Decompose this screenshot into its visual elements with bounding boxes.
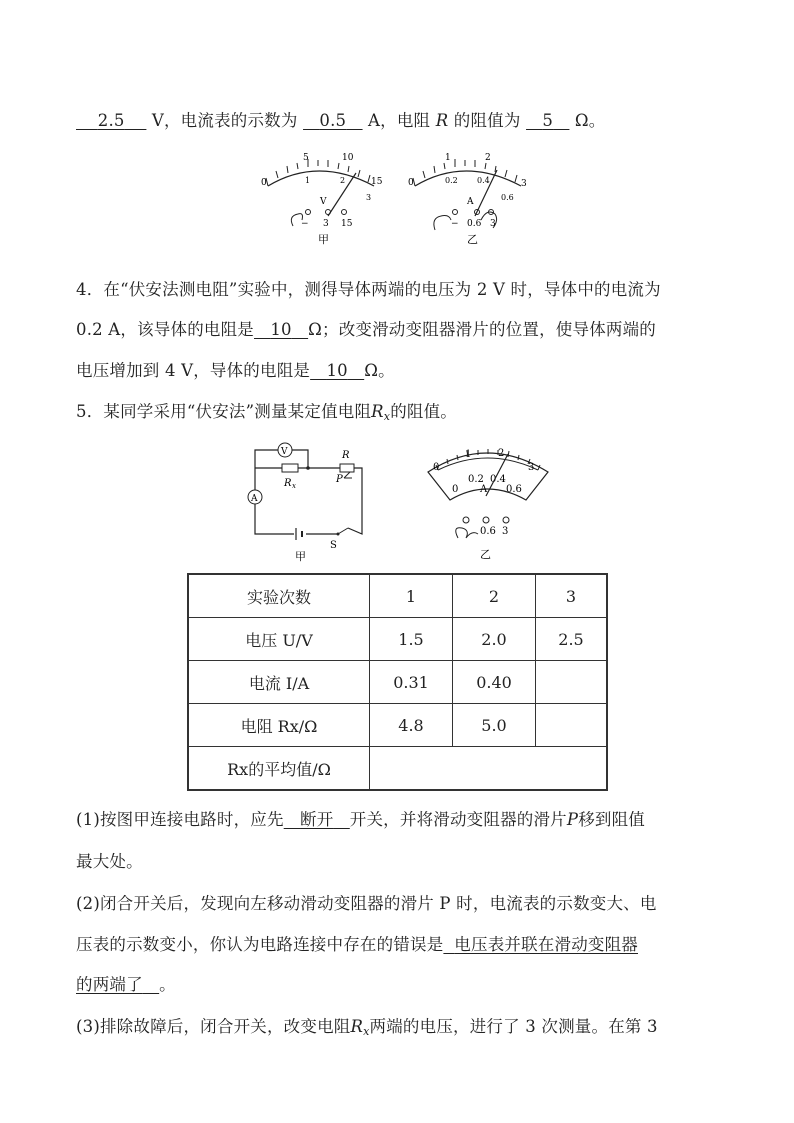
- svg-text:A: A: [467, 197, 474, 207]
- answer-blank-q4-2: 10: [326, 361, 348, 380]
- resistor-icon: [282, 464, 298, 472]
- table-row: 实验次数 1 2 3: [188, 574, 607, 618]
- svg-text:1: 1: [465, 449, 472, 460]
- q4-line-1: 4．在“伏安法测电阻”实验中，测得导体两端的电压为 2 V 时，导体中的电流为: [76, 280, 661, 299]
- part2-line-2: 压表的示数变小，你认为电路连接中存在的错误是 电压表并联在滑动变阻器: [76, 935, 638, 954]
- part1-line-2: 最大处。: [76, 852, 143, 871]
- svg-text:3: 3: [490, 219, 496, 229]
- table-row: 电压 U/V 1.5 2.0 2.5: [188, 618, 607, 661]
- svg-text:乙: 乙: [480, 548, 491, 561]
- svg-text:2: 2: [485, 153, 491, 163]
- answer-blank-voltage: 2.5: [97, 111, 125, 130]
- svg-text:V: V: [281, 447, 288, 457]
- svg-text:10: 10: [342, 153, 354, 163]
- svg-text:P: P: [336, 474, 343, 485]
- svg-text:0: 0: [452, 484, 459, 495]
- svg-text:0.6: 0.6: [467, 219, 482, 229]
- svg-text:V: V: [320, 197, 327, 207]
- svg-text:0.4: 0.4: [490, 474, 506, 485]
- svg-text:5: 5: [303, 153, 309, 163]
- svg-text:甲: 甲: [295, 550, 306, 563]
- svg-text:R: R: [284, 478, 292, 489]
- svg-text:x: x: [292, 482, 296, 490]
- circuit-diagram: [240, 436, 370, 564]
- svg-text:15: 15: [341, 219, 353, 229]
- svg-text:0: 0: [261, 178, 267, 188]
- svg-text:A: A: [480, 484, 488, 495]
- q5-stem: 5．某同学采用“伏安法”测量某定值电阻$R_x$的阻值。: [76, 402, 458, 423]
- svg-text:0.6: 0.6: [506, 484, 522, 495]
- svg-text:0.2: 0.2: [468, 474, 484, 485]
- svg-text:2: 2: [340, 176, 346, 185]
- answer-blank-current: 0.5: [319, 111, 347, 130]
- svg-text:3: 3: [521, 179, 527, 189]
- ammeter-figure: [405, 148, 535, 248]
- svg-text:S: S: [330, 540, 337, 551]
- svg-text:3: 3: [323, 219, 329, 229]
- svg-text:3: 3: [528, 462, 535, 473]
- svg-text:1: 1: [445, 153, 451, 163]
- svg-text:0: 0: [408, 178, 414, 188]
- part3-line-1: (3)排除故障后，闭合开关，改变电阻$R_x$两端的电压，进行了 3 次测量。在第 3: [76, 1017, 658, 1038]
- switch-icon: [338, 528, 348, 534]
- svg-text:甲: 甲: [318, 233, 329, 246]
- svg-text:A: A: [251, 494, 258, 504]
- svg-text:乙: 乙: [467, 233, 478, 246]
- voltmeter-figure: [258, 148, 388, 248]
- svg-text:3: 3: [502, 526, 509, 537]
- answer-blank-p2-cont: 的两端了: [76, 975, 143, 994]
- table-row: Rx的平均值/Ω: [188, 747, 607, 791]
- svg-text:0.2: 0.2: [445, 176, 458, 185]
- q4-line-3: 电压增加到 4 V，导体的电阻是 10 Ω。: [76, 361, 395, 380]
- part1-line-1: (1)按图甲连接电路时，应先 断开 开关，并将滑动变阻器的滑片P移到阻值: [76, 810, 646, 829]
- table-row: 电流 I/A 0.31 0.40: [188, 661, 607, 704]
- svg-text:−: −: [451, 219, 459, 229]
- svg-text:0.6: 0.6: [501, 193, 514, 202]
- table-row: 电阻 Rx/Ω 4.8 5.0: [188, 704, 607, 747]
- answer-blank-p1: 断开: [300, 810, 334, 829]
- svg-text:3: 3: [366, 193, 372, 202]
- q3-answer-line: 2.5 V，电流表的示数为 0.5 A，电阻 R 的阻值为 5 Ω。: [76, 107, 605, 131]
- measurement-table: [187, 573, 608, 791]
- svg-text:15: 15: [371, 177, 383, 187]
- svg-text:2: 2: [498, 448, 505, 459]
- ammeter-sector-figure: [422, 442, 554, 564]
- svg-text:0.4: 0.4: [477, 176, 490, 185]
- svg-text:0: 0: [433, 462, 440, 473]
- answer-blank-p2: 电压表并联在滑动变阻器: [454, 935, 638, 954]
- svg-text:R: R: [342, 450, 350, 461]
- svg-text:0.6: 0.6: [480, 526, 496, 537]
- part2-line-1: (2)闭合开关后，发现向左移动滑动变阻器的滑片 P 时，电流表的示数变大、电: [76, 894, 657, 913]
- answer-blank-resistance: 5: [542, 111, 554, 130]
- svg-text:−: −: [301, 219, 309, 229]
- q4-line-2: 0.2 A，该导体的电阻是 10 Ω；改变滑动变阻器滑片的位置，使导体两端的: [76, 320, 656, 339]
- svg-text:1: 1: [305, 176, 311, 185]
- part2-line-3: 的两端了 。: [76, 975, 176, 994]
- rheostat-icon: [340, 464, 354, 472]
- answer-blank-q4-1: 10: [270, 320, 292, 339]
